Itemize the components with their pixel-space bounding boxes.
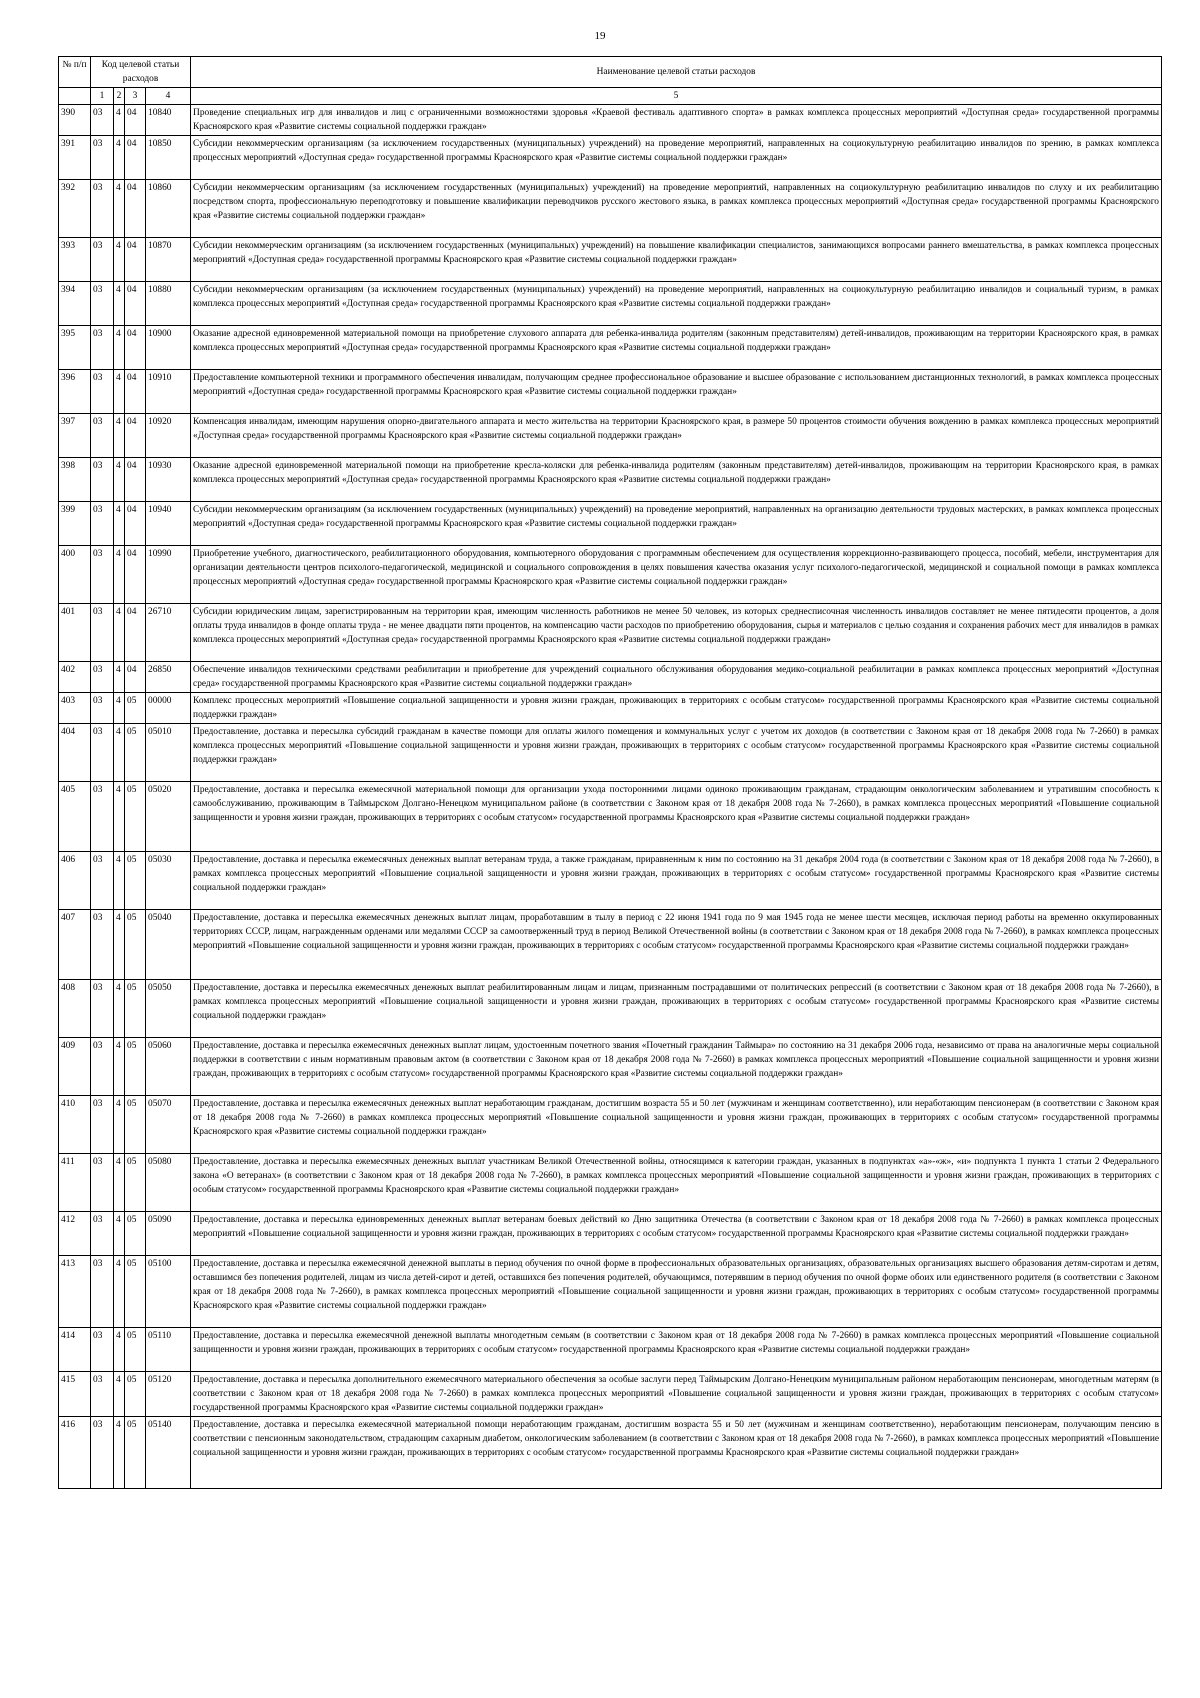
row-name: Предоставление, доставка и пересылка ежемесячных денежных выплат лицам, удостоенным почетного звания «Почетный гражданин Таймыра» по состоянию на 31 декабря 2006 года, независимо от права на аналогичные меры социальной поддержки в соответствии с иным нормативным правовым актом (в соответствии с Законом края от 18 декабря 2008 года № 7-2660) в рамках комплекса процессных мероприятий «Повышение социальной защищенности и уровня жизни граждан, проживающих в территориях с особым статусом» государственной программы Красноярского края «Развитие системы социальной поддержки граждан» xyxy=(191,1038,1162,1096)
row-number: 390 xyxy=(59,105,91,136)
code-part-2: 4 xyxy=(114,1256,125,1328)
row-number: 412 xyxy=(59,1212,91,1256)
row-number: 409 xyxy=(59,1038,91,1096)
code-part-2: 4 xyxy=(114,326,125,370)
code-part-3: 04 xyxy=(125,662,146,693)
row-name: Предоставление, доставка и пересылка ежемесячных денежных выплат реабилитированным лицам и лицам, признанным пострадавшими от политических репрессий (в соответствии с Законом края от 18 декабря 2008 года № 7-2660), в рамках комплекса процессных мероприятий «Повышение социальной защищенности и уровня жизни граждан, проживающих в территориях с особым статусом» государственной программы Красноярского края «Развитие системы социальной поддержки граждан» xyxy=(191,980,1162,1038)
code-part-3: 05 xyxy=(125,1154,146,1212)
row-name: Предоставление, доставка и пересылка дополнительного ежемесячного материального обеспечения за особые заслуги перед Таймырским Долгано-Ненецким муниципальным районом неработающим пенсионерам, многодетным матерям (в соответствии с Законом края от 18 декабря 2008 года № 7-2660) в рамках комплекса процессных мероприятий «Повышение социальной защищенности и уровня жизни граждан, проживающих в территориях с особым статусом» государственной программы Красноярского края «Развитие системы социальной поддержки граждан» xyxy=(191,1372,1162,1417)
code-part-1: 03 xyxy=(91,1154,114,1212)
code-part-4: 10840 xyxy=(146,105,191,136)
code-part-2: 4 xyxy=(114,980,125,1038)
code-part-1: 03 xyxy=(91,1372,114,1417)
code-part-4: 10900 xyxy=(146,326,191,370)
code-part-2: 4 xyxy=(114,282,125,326)
code-part-2: 4 xyxy=(114,370,125,414)
table-row xyxy=(59,1417,1162,1489)
table-row xyxy=(59,546,1162,604)
code-part-4: 05030 xyxy=(146,852,191,910)
code-part-2: 4 xyxy=(114,1096,125,1154)
row-number: 408 xyxy=(59,980,91,1038)
code-part-2: 4 xyxy=(114,458,125,502)
code-part-3: 04 xyxy=(125,238,146,282)
code-part-3: 04 xyxy=(125,105,146,136)
table-row xyxy=(59,724,1162,782)
code-part-4: 10910 xyxy=(146,370,191,414)
row-name: Предоставление, доставка и пересылка ежемесячной материальной помощи неработающим гражданам, достигшим возраста 55 и 50 лет (мужчинам и женщинам соответственно), неработающим пенсионерам, получающим пенсию в соответствии с пенсионным законодательством, страдающим сахарным диабетом, онкологическим заболеванием (в соответствии с Законом края от 18 декабря 2008 года № 7-2660), в рамках комплекса процессных мероприятий «Повышение социальной защищенности и уровня жизни граждан, проживающих в территориях с особым статусом» государственной программы Красноярского края «Развитие системы социальной поддержки граждан» xyxy=(191,1417,1162,1489)
row-number: 406 xyxy=(59,852,91,910)
row-number: 398 xyxy=(59,458,91,502)
code-part-4: 05070 xyxy=(146,1096,191,1154)
code-part-4: 05050 xyxy=(146,980,191,1038)
code-part-4: 10920 xyxy=(146,414,191,458)
code-part-2: 4 xyxy=(114,136,125,180)
code-part-2: 4 xyxy=(114,724,125,782)
code-part-4: 10870 xyxy=(146,238,191,282)
code-part-4: 10850 xyxy=(146,136,191,180)
row-name: Предоставление, доставка и пересылка ежемесячных денежных выплат ветеранам труда, а также гражданам, приравненным к ним по состоянию на 31 декабря 2004 года (в соответствии с Законом края от 18 декабря 2008 года № 7-2660), в рамках комплекса процессных мероприятий «Повышение социальной защищенности и уровня жизни граждан, проживающих в территориях с особым статусом» государственной программы Красноярского края «Развитие системы социальной поддержки граждан» xyxy=(191,852,1162,910)
row-name: Предоставление, доставка и пересылка ежемесячных денежных выплат лицам, проработавшим в тылу в период с 22 июня 1941 года по 9 мая 1945 года не менее шести месяцев, исключая период работы на временно оккупированных территориях СССР, лицам, награжденным орденами или медалями СССР за самоотверженный труд в период Великой Отечественной войны (в соответствии с Законом края от 18 декабря 2008 года № 7-2660), в рамках комплекса процессных мероприятий «Повышение социальной защищенности и уровня жизни граждан, проживающих в территориях с особым статусом» государственной программы Красноярского края «Развитие системы социальной поддержки граждан» xyxy=(191,910,1162,980)
table-row xyxy=(59,604,1162,662)
table-header-row xyxy=(59,57,1162,88)
code-part-4: 05010 xyxy=(146,724,191,782)
budget-items-table xyxy=(58,56,1162,1489)
row-number: 397 xyxy=(59,414,91,458)
header-name: Наименование целевой статьи расходов xyxy=(191,57,1162,88)
row-number: 415 xyxy=(59,1372,91,1417)
row-number: 413 xyxy=(59,1256,91,1328)
table-row xyxy=(59,1096,1162,1154)
row-name: Предоставление, доставка и пересылка субсидий гражданам в качестве помощи для оплаты жилого помещения и коммунальных услуг с учетом их доходов (в соответствии с Законом края от 18 декабря 2008 года № 7-2660) в рамках комплекса процессных мероприятий «Повышение социальной защищенности и уровня жизни граждан, проживающих в территориях с особым статусом» государственной программы Красноярского края «Развитие системы социальной поддержки граждан» xyxy=(191,724,1162,782)
row-number: 400 xyxy=(59,546,91,604)
code-part-4: 05100 xyxy=(146,1256,191,1328)
column-index-cell: 2 xyxy=(114,88,125,105)
code-part-2: 4 xyxy=(114,1154,125,1212)
row-name: Приобретение учебного, диагностического, реабилитационного оборудования, компьютерного оборудования с программным обеспечением для осуществления коррекционно-развивающего процесса, пособий, мебели, инструментария для организации деятельности центров психолого-педагогической, медицинской и социального сопровождения в целях повышения качества оказания услуг психолого-педагогической, медицинской и социальной помощи в рамках комплекса процессных мероприятий «Доступная среда» государственной программы Красноярского края «Развитие системы социальной поддержки граждан» xyxy=(191,546,1162,604)
code-part-1: 03 xyxy=(91,1256,114,1328)
code-part-3: 04 xyxy=(125,502,146,546)
column-index-cell: 4 xyxy=(146,88,191,105)
row-number: 405 xyxy=(59,782,91,852)
table-row xyxy=(59,1328,1162,1372)
code-part-4: 05090 xyxy=(146,1212,191,1256)
code-part-1: 03 xyxy=(91,282,114,326)
code-part-4: 10860 xyxy=(146,180,191,238)
code-part-4: 05120 xyxy=(146,1372,191,1417)
code-part-4: 05110 xyxy=(146,1328,191,1372)
code-part-4: 05140 xyxy=(146,1417,191,1489)
code-part-3: 05 xyxy=(125,980,146,1038)
code-part-4: 10990 xyxy=(146,546,191,604)
row-name: Предоставление, доставка и пересылка ежемесячной денежной выплаты в период обучения по очной форме в профессиональных образовательных организациях, образовательных организациях высшего образования детям-сиротам и детям, оставшимся без попечения родителей, лицам из числа детей-сирот и детей, оставшихся без попечения родителей, обучающимся, потерявшим в период обучения по очной форме обоих или единственного родителя (в соответствии с Законом края от 18 декабря 2008 года № 7-2660), в рамках комплекса процессных мероприятий «Повышение социальной защищенности и уровня жизни граждан, проживающих в территориях с особым статусом» государственной программы Красноярского края «Развитие системы социальной поддержки граждан» xyxy=(191,1256,1162,1328)
code-part-1: 03 xyxy=(91,662,114,693)
code-part-3: 04 xyxy=(125,604,146,662)
column-index-cell: 1 xyxy=(91,88,114,105)
code-part-3: 05 xyxy=(125,1256,146,1328)
row-name: Предоставление, доставка и пересылка единовременных денежных выплат ветеранам боевых действий ко Дню защитника Отечества (в соответствии с Законом края от 18 декабря 2008 года № 7-2660) в рамках комплекса процессных мероприятий «Повышение социальной защищенности и уровня жизни граждан, проживающих в территориях с особым статусом» государственной программы Красноярского края «Развитие системы социальной поддержки граждан» xyxy=(191,1212,1162,1256)
code-part-2: 4 xyxy=(114,604,125,662)
code-part-4: 10930 xyxy=(146,458,191,502)
header-num: № п/п xyxy=(59,57,91,88)
code-part-3: 04 xyxy=(125,180,146,238)
code-part-4: 26710 xyxy=(146,604,191,662)
row-number: 414 xyxy=(59,1328,91,1372)
table-row xyxy=(59,1154,1162,1212)
code-part-2: 4 xyxy=(114,1372,125,1417)
code-part-3: 05 xyxy=(125,693,146,724)
row-name: Субсидии некоммерческим организациям (за исключением государственных (муниципальных) учреждений) на проведение мероприятий, направленных на социокультурную реабилитацию инвалидов и социальный туризм, в рамках комплекса процессных мероприятий «Доступная среда» государственной программы Красноярского края «Развитие системы социальной поддержки граждан» xyxy=(191,282,1162,326)
table-row xyxy=(59,458,1162,502)
code-part-4: 00000 xyxy=(146,693,191,724)
code-part-2: 4 xyxy=(114,662,125,693)
code-part-1: 03 xyxy=(91,105,114,136)
code-part-1: 03 xyxy=(91,1328,114,1372)
code-part-1: 03 xyxy=(91,782,114,852)
row-number: 394 xyxy=(59,282,91,326)
code-part-3: 04 xyxy=(125,282,146,326)
column-index-cell xyxy=(59,88,91,105)
code-part-4: 05060 xyxy=(146,1038,191,1096)
code-part-3: 05 xyxy=(125,1328,146,1372)
code-part-1: 03 xyxy=(91,852,114,910)
table-row xyxy=(59,370,1162,414)
code-part-4: 05080 xyxy=(146,1154,191,1212)
table-body xyxy=(59,105,1162,1489)
row-name: Предоставление, доставка и пересылка ежемесячной материальной помощи для организации ухода посторонними лицами одиноко проживающим гражданам, страдающим онкологическим заболеванием и утратившим способность к самообслуживанию, проживающим в Таймырском Долгано-Ненецком муниципальном районе (в соответствии с Законом края от 18 декабря 2008 года № 7-2660), в рамках комплекса процессных мероприятий «Повышение социальной защищенности и уровня жизни граждан, проживающих в территориях с особым статусом» государственной программы Красноярского края «Развитие системы социальной поддержки граждан» xyxy=(191,782,1162,852)
code-part-3: 04 xyxy=(125,370,146,414)
row-number: 401 xyxy=(59,604,91,662)
row-number: 392 xyxy=(59,180,91,238)
table-row xyxy=(59,282,1162,326)
row-number: 416 xyxy=(59,1417,91,1489)
code-part-2: 4 xyxy=(114,1417,125,1489)
table-row xyxy=(59,238,1162,282)
code-part-1: 03 xyxy=(91,458,114,502)
code-part-3: 05 xyxy=(125,782,146,852)
code-part-3: 04 xyxy=(125,136,146,180)
row-number: 403 xyxy=(59,693,91,724)
code-part-1: 03 xyxy=(91,1038,114,1096)
code-part-1: 03 xyxy=(91,414,114,458)
code-part-3: 04 xyxy=(125,458,146,502)
table-row xyxy=(59,105,1162,136)
row-name: Субсидии юридическим лицам, зарегистрированным на территории края, имеющим численность работников не менее 50 человек, из которых среднесписочная численность инвалидов составляет не менее пятидесяти процентов, а доля оплаты труда инвалидов в фонде оплаты труда - не менее двадцати пяти процентов, на компенсацию части расходов по приобретению оборудования, сырья и материалов с целью создания и сохранения рабочих мест для инвалидов в рамках комплекса процессных мероприятий «Доступная среда» государственной программы Красноярского края «Развитие системы социальной поддержки граждан» xyxy=(191,604,1162,662)
row-number: 395 xyxy=(59,326,91,370)
code-part-1: 03 xyxy=(91,326,114,370)
code-part-3: 05 xyxy=(125,1096,146,1154)
row-name: Компенсация инвалидам, имеющим нарушения опорно-двигательного аппарата и место жительства на территории Красноярского края, в размере 50 процентов стоимости обучения вождению в рамках комплекса процессных мероприятий «Доступная среда» государственной программы Красноярского края «Развитие системы социальной поддержки граждан» xyxy=(191,414,1162,458)
code-part-1: 03 xyxy=(91,136,114,180)
code-part-4: 10880 xyxy=(146,282,191,326)
code-part-2: 4 xyxy=(114,238,125,282)
row-name: Оказание адресной единовременной материальной помощи на приобретение слухового аппарата для ребенка-инвалида родителям (законным представителям) детей-инвалидов, проживающим на территории Красноярского края, в рамках комплекса процессных мероприятий «Доступная среда» государственной программы Красноярского края «Развитие системы социальной поддержки граждан» xyxy=(191,326,1162,370)
row-name: Оказание адресной единовременной материальной помощи на приобретение кресла-коляски для ребенка-инвалида родителям (законным представителям) детей-инвалидов, проживающим на территории Красноярского края, в рамках комплекса процессных мероприятий «Доступная среда» государственной программы Красноярского края «Развитие системы социальной поддержки граждан» xyxy=(191,458,1162,502)
table-row xyxy=(59,782,1162,852)
table-row xyxy=(59,180,1162,238)
table-row xyxy=(59,502,1162,546)
row-number: 393 xyxy=(59,238,91,282)
column-index-cell: 3 xyxy=(125,88,146,105)
table-row xyxy=(59,980,1162,1038)
code-part-4: 05020 xyxy=(146,782,191,852)
code-part-3: 05 xyxy=(125,1038,146,1096)
code-part-2: 4 xyxy=(114,1212,125,1256)
code-part-1: 03 xyxy=(91,1096,114,1154)
row-name: Субсидии некоммерческим организациям (за исключением государственных (муниципальных) учреждений) на проведение мероприятий, направленных на социокультурную реабилитацию инвалидов по зрению, в рамках комплекса процессных мероприятий «Доступная среда» государственной программы Красноярского края «Развитие системы социальной поддержки граждан» xyxy=(191,136,1162,180)
table-row xyxy=(59,1256,1162,1328)
code-part-2: 4 xyxy=(114,1038,125,1096)
code-part-2: 4 xyxy=(114,414,125,458)
code-part-2: 4 xyxy=(114,852,125,910)
row-name: Предоставление, доставка и пересылка ежемесячных денежных выплат участникам Великой Отечественной войны, относящимся к категории граждан, указанных в подпунктах «а»-«ж», «и» подпункта 1 пункта 1 статьи 2 Федерального закона «О ветеранах» (в соответствии с Законом края от 18 декабря 2008 года № 7-2660), в рамках комплекса процессных мероприятий «Повышение социальной защищенности и уровня жизни граждан, проживающих в территориях с особым статусом» государственной программы Красноярского края «Развитие системы социальной поддержки граждан» xyxy=(191,1154,1162,1212)
code-part-3: 05 xyxy=(125,1417,146,1489)
row-number: 404 xyxy=(59,724,91,782)
header-code-group: Код целевой статьи расходов xyxy=(91,57,191,88)
code-part-4: 26850 xyxy=(146,662,191,693)
row-name: Обеспечение инвалидов техническими средствами реабилитации и приобретение для учреждений социального обслуживания оборудования медико-социальной реабилитации в рамках комплекса процессных мероприятий «Доступная среда» государственной программы Красноярского края «Развитие системы социальной поддержки граждан» xyxy=(191,662,1162,693)
code-part-2: 4 xyxy=(114,693,125,724)
code-part-1: 03 xyxy=(91,724,114,782)
code-part-4: 10940 xyxy=(146,502,191,546)
code-part-1: 03 xyxy=(91,910,114,980)
code-part-1: 03 xyxy=(91,238,114,282)
row-name: Предоставление компьютерной техники и программного обеспечения инвалидам, получающим среднее профессиональное образование и высшее образование с использованием дистанционных технологий, в рамках комплекса процессных мероприятий «Доступная среда» государственной программы Красноярского края «Развитие системы социальной поддержки граждан» xyxy=(191,370,1162,414)
code-part-3: 05 xyxy=(125,724,146,782)
code-part-4: 05040 xyxy=(146,910,191,980)
column-index-cell: 5 xyxy=(191,88,1162,105)
row-name: Субсидии некоммерческим организациям (за исключением государственных (муниципальных) учреждений) на проведение мероприятий, направленных на организацию деятельности трудовых мастерских, в рамках комплекса процессных мероприятий «Доступная среда» государственной программы Красноярского края «Развитие системы социальной поддержки граждан» xyxy=(191,502,1162,546)
code-part-3: 05 xyxy=(125,1212,146,1256)
row-name: Комплекс процессных мероприятий «Повышение социальной защищенности и уровня жизни граждан, проживающих в территориях с особым статусом» государственной программы Красноярского края «Развитие системы социальной поддержки граждан» xyxy=(191,693,1162,724)
code-part-2: 4 xyxy=(114,180,125,238)
table-row xyxy=(59,662,1162,693)
code-part-3: 05 xyxy=(125,852,146,910)
page-number: 19 xyxy=(594,30,606,42)
row-number: 396 xyxy=(59,370,91,414)
code-part-3: 04 xyxy=(125,414,146,458)
code-part-3: 05 xyxy=(125,910,146,980)
row-name: Предоставление, доставка и пересылка ежемесячной денежной выплаты многодетным семьям (в соответствии с Законом края от 18 декабря 2008 года № 7-2660) в рамках комплекса процессных мероприятий «Повышение социальной защищенности и уровня жизни граждан, проживающих в территориях с особым статусом» государственной программы Красноярского края «Развитие системы социальной поддержки граждан» xyxy=(191,1328,1162,1372)
code-part-1: 03 xyxy=(91,370,114,414)
column-index-row xyxy=(59,88,1162,105)
row-name: Проведение специальных игр для инвалидов и лиц с ограниченными возможностями здоровья «Краевой фестиваль адаптивного спорта» в рамках комплекса процессных мероприятий «Доступная среда» государственной программы Красноярского края «Развитие системы социальной поддержки граждан» xyxy=(191,105,1162,136)
code-part-1: 03 xyxy=(91,1212,114,1256)
row-number: 407 xyxy=(59,910,91,980)
table-row xyxy=(59,136,1162,180)
row-name: Субсидии некоммерческим организациям (за исключением государственных (муниципальных) учреждений) на проведение мероприятий, направленных на социокультурную реабилитацию инвалидов по слуху и их реабилитацию посредством спорта, профессиональную переподготовку и повышение квалификации переводчиков русского жестового языка, в рамках комплекса процессных мероприятий «Доступная среда» государственной программы Красноярского края «Развитие системы социальной поддержки граждан» xyxy=(191,180,1162,238)
table-row xyxy=(59,910,1162,980)
code-part-3: 04 xyxy=(125,326,146,370)
code-part-2: 4 xyxy=(114,502,125,546)
code-part-2: 4 xyxy=(114,782,125,852)
code-part-1: 03 xyxy=(91,980,114,1038)
code-part-2: 4 xyxy=(114,546,125,604)
row-name: Субсидии некоммерческим организациям (за исключением государственных (муниципальных) учреждений) на повышение квалификации специалистов, занимающихся вопросами раннего вмешательства, в рамках комплекса процессных мероприятий «Доступная среда» государственной программы Красноярского края «Развитие системы социальной поддержки граждан» xyxy=(191,238,1162,282)
code-part-1: 03 xyxy=(91,180,114,238)
code-part-1: 03 xyxy=(91,1417,114,1489)
row-number: 391 xyxy=(59,136,91,180)
table-row xyxy=(59,1372,1162,1417)
row-number: 410 xyxy=(59,1096,91,1154)
table-row xyxy=(59,1212,1162,1256)
code-part-1: 03 xyxy=(91,546,114,604)
code-part-1: 03 xyxy=(91,693,114,724)
code-part-2: 4 xyxy=(114,910,125,980)
row-number: 399 xyxy=(59,502,91,546)
code-part-2: 4 xyxy=(114,105,125,136)
code-part-1: 03 xyxy=(91,502,114,546)
code-part-3: 04 xyxy=(125,546,146,604)
code-part-3: 05 xyxy=(125,1372,146,1417)
code-part-2: 4 xyxy=(114,1328,125,1372)
row-number: 411 xyxy=(59,1154,91,1212)
table-row xyxy=(59,1038,1162,1096)
code-part-1: 03 xyxy=(91,604,114,662)
row-number: 402 xyxy=(59,662,91,693)
table-row xyxy=(59,693,1162,724)
row-name: Предоставление, доставка и пересылка ежемесячных денежных выплат неработающим гражданам, достигшим возраста 55 и 50 лет (мужчинам и женщинам соответственно), или неработающим пенсионерам (в соответствии с Законом края от 18 декабря 2008 года № 7-2660) в рамках комплекса процессных мероприятий «Повышение социальной защищенности и уровня жизни граждан, проживающих в территориях с особым статусом» государственной программы Красноярского края «Развитие системы социальной поддержки граждан» xyxy=(191,1096,1162,1154)
table-row xyxy=(59,852,1162,910)
table-row xyxy=(59,414,1162,458)
table-row xyxy=(59,326,1162,370)
